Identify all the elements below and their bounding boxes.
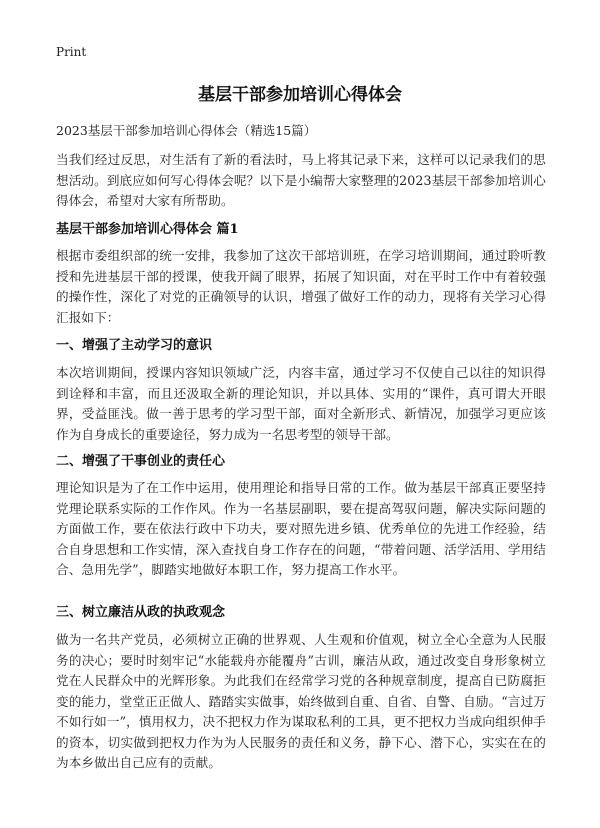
section-heading-3: 三、树立廉洁从政的执政观念 — [56, 605, 226, 620]
section-heading-2: 二、增强了干事创业的责任心 — [56, 454, 226, 469]
section-body-2: 理论知识是为了在工作中运用，使用理论和指导日常的工作。做为基层干部真正要坚持党理论联系实际的工作作风。作为一名基层副职，要在提高驾驭问题，解决实际问题的方面做工作，要在依法行政中下功夫，要对照先进乡镇、优秀单位的先进工作经验，结合自身思想和工作实情，深入查找自身工作存在的问题，“带着问题、活学活用、学用结合、急用先学”，脚踏实地做好本职工作，努力提高工作水平。 — [56, 480, 546, 577]
print-link[interactable]: Print — [56, 45, 87, 59]
section-body-3: 做为一名共产党员，必须树立正确的世界观、人生观和价值观，树立全心全意为人民服务的决心；要时时刻牢记“水能载舟亦能覆舟”古训，廉洁从政，通过改变自身形象树立党在人民群众中的光辉形象。为此我们在经常学习党的各种规章制度，提高自已防腐拒变的能力，堂堂正正做人、踏踏实实做事，始终做到自重、自省、自警、自励。“言过万不如行如一”，慎用权力，决不把权力作为谋取私利的工具，更不把权力当成向组织伸手的资本，切实做到把权力作为为人民服务的责任和义务，静下心、潜下心，实实在在的为本乡做出自己应有的贡献。 — [56, 632, 546, 770]
article-heading: 基层干部参加培训心得体会 篇1 — [56, 222, 239, 237]
section-heading-1: 一、增强了主动学习的意识 — [56, 338, 213, 353]
section-body-1: 本次培训期间，授课内容知识领域广泛，内容丰富，通过学习不仅使自己以往的知识得到诠释和丰富，而且还汲取全新的理论知识，并以具体、实用的“课件，真可谓大开眼界，受益匪浅。做一善于思考的学习型干部，面对全新形式、新情况，加强学习更应该作为自身成长的重要途径，努力成为一名思考型的领导干部。 — [56, 365, 546, 442]
document-title: 基层干部参加培训心得体会 — [198, 85, 402, 105]
document-subtitle: 2023基层干部参加培训心得体会（精选15篇） — [56, 123, 317, 138]
article-intro-paragraph: 根据市委组织部的统一安排，我参加了这次干部培训班，在学习培训期间，通过聆听教授和先进基层干部的授课，使我开阔了眼界，拓展了知识面，对在平时工作中有着较强的操作性，深化了对党的正确领导的认识，增强了做好工作的动力，现将有关学习心得汇报如下： — [56, 248, 546, 325]
intro-paragraph: 当我们经过反思，对生活有了新的看法时，马上将其记录下来，这样可以记录我们的思想活动。到底应如何写心得体会呢？以下是小编帮大家整理的2023基层干部参加培训心得体会，希望对大家有所帮助。 — [56, 152, 546, 208]
